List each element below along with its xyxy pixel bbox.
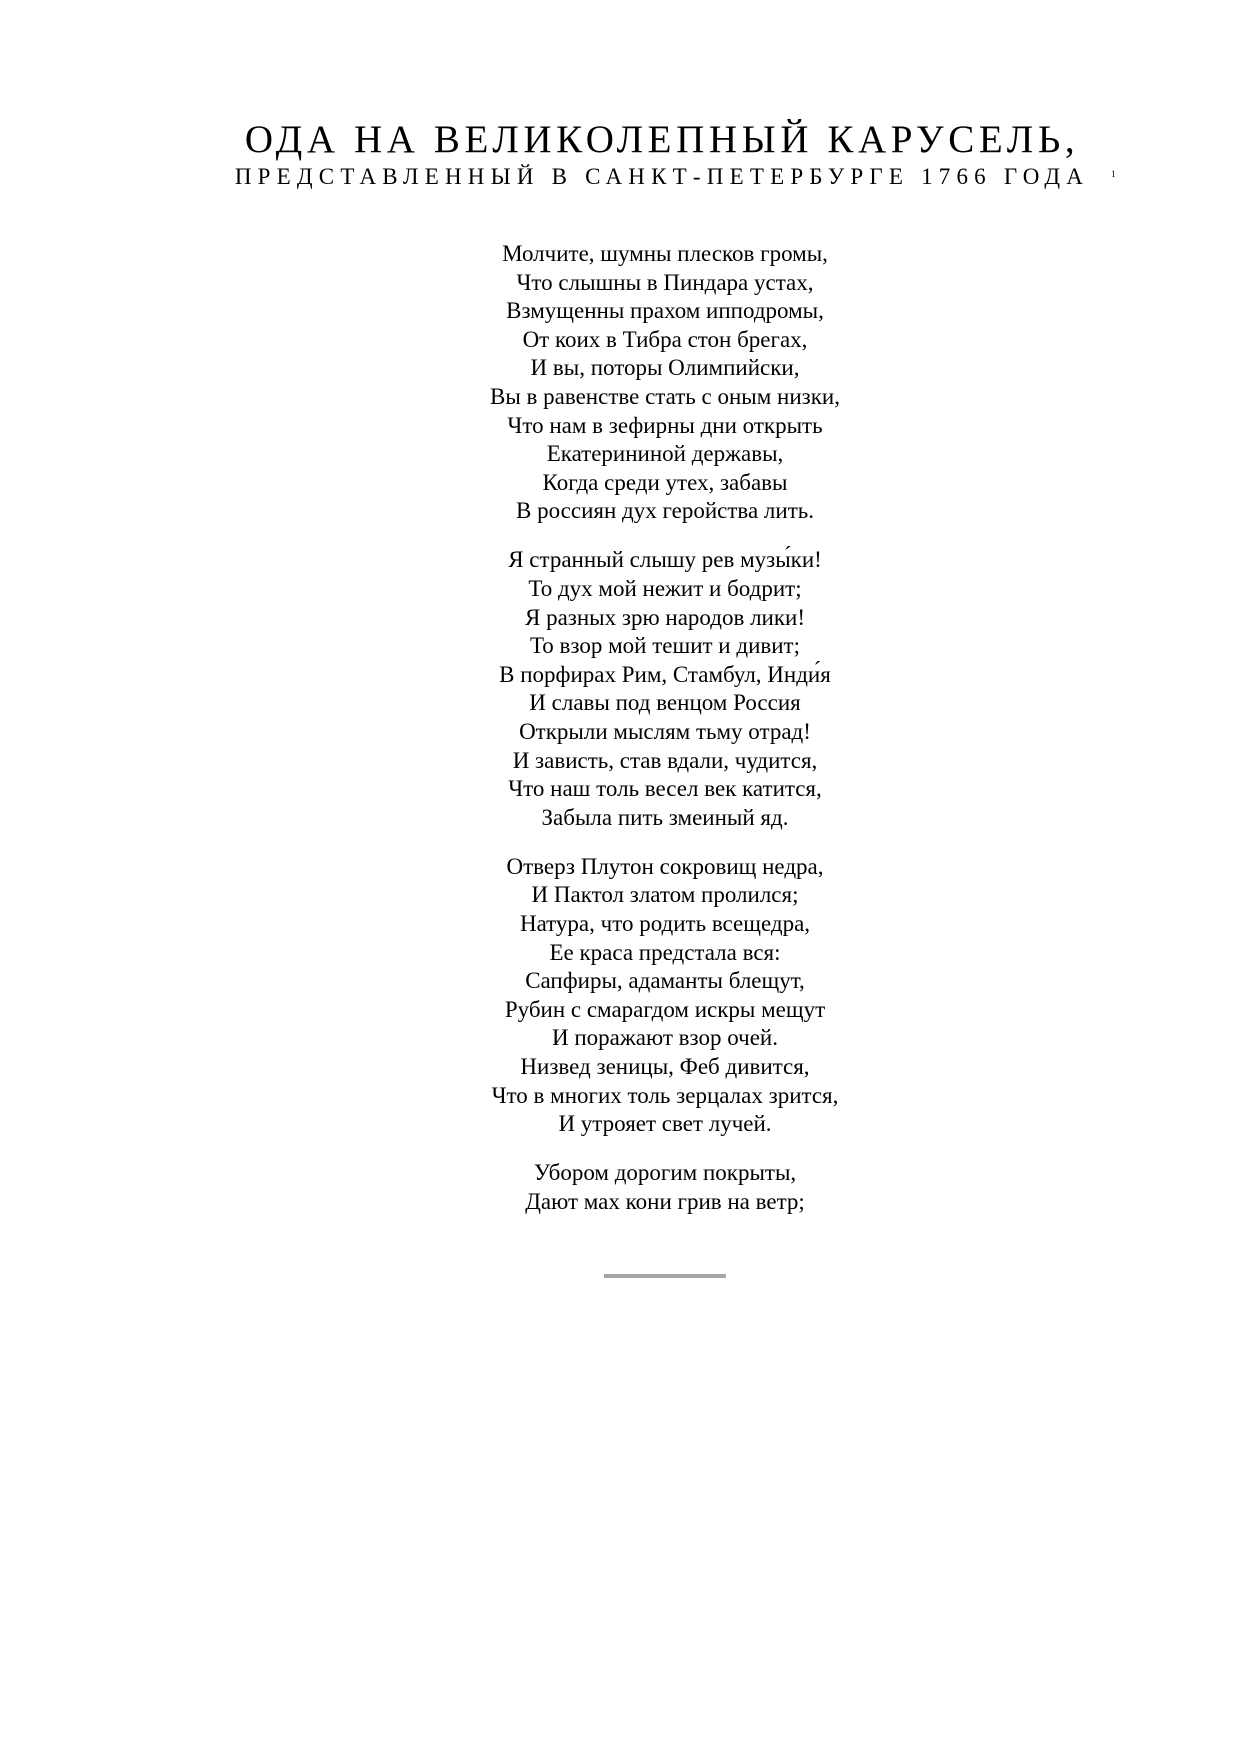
verse-line: Ее краса предстала вся: — [549, 939, 781, 965]
verse-line: Дают мах кони грив на ветр; — [525, 1188, 805, 1214]
verse-line: То взор мой тешит и дивит; — [529, 633, 800, 659]
stanza — [320, 240, 1010, 526]
verse-line: Открыли мыслям тьму отрад! — [519, 719, 811, 744]
verse-line: То дух мой нежит и бодрит; — [528, 576, 802, 602]
verse-line: Когда среди утех, забавы — [542, 469, 788, 495]
section-divider — [604, 1274, 726, 1278]
verse-line: И зависть, став вдали, чудится, — [512, 747, 818, 773]
verse-line: Низвед зеницы, Феб дивится, — [520, 1054, 810, 1080]
verse-line: Я странный слышу рев музы́ки! — [508, 547, 822, 573]
verse-line: Забыла пить змеиный яд. — [541, 804, 789, 830]
verse-line: Убором дорогим покрыты, — [533, 1160, 797, 1186]
verse-line: Что наш толь весел век катится, — [508, 776, 822, 802]
footnote-marker[interactable]: 1 — [1111, 169, 1116, 179]
verse-line: В порфирах Рим, Стамбул, Инди́я — [499, 661, 831, 687]
verse-line: Молчите, шумны плесков громы, — [502, 241, 828, 266]
stanza — [320, 546, 1010, 832]
verse-line: И утрояет свет лучей. — [558, 1111, 772, 1137]
verse-line: Екатерининой державы, — [546, 441, 784, 467]
verse-line: И поражают взор очей. — [552, 1025, 778, 1051]
verse-line: Что в многих толь зерцалах зрится, — [491, 1082, 839, 1108]
stanza — [320, 1159, 1010, 1216]
verse-line: Рубин с смарагдом искры мещут — [504, 996, 826, 1022]
poem-subtitle: ПРЕДСТАВЛЕННЫЙ В САНКТ-ПЕТЕРБУРГЕ 1766 ГОДА — [234, 164, 1090, 189]
verse-line: Натура, что родить всещедра, — [519, 911, 811, 937]
verse-line: Сапфиры, адаманты блещут, — [525, 968, 805, 994]
verse-line: И славы под венцом Россия — [529, 690, 801, 716]
verse-line: Вы в равенстве стать с оным низки, — [490, 383, 840, 409]
verse-line: И Пактол златом пролился; — [531, 882, 799, 908]
verse-line: В россиян дух геройства лить. — [516, 498, 814, 524]
poem-title: ОДА НА ВЕЛИКОЛЕПНЫЙ КАРУСЕЛЬ, — [244, 118, 1080, 161]
verse-line: От коих в Тибра стон брегах, — [522, 326, 808, 352]
poem-body — [320, 240, 1010, 1237]
verse-line: Я разных зрю народов лики! — [524, 604, 805, 630]
stanza — [320, 853, 1010, 1139]
verse-line: И вы, поторы Олимпийски, — [530, 355, 800, 381]
verse-line: Что слышны в Пиндара устах, — [516, 269, 814, 295]
verse-line: Отверз Плутон сокровищ недра, — [506, 853, 824, 879]
verse-line: Взмущенны прахом ипподромы, — [506, 298, 824, 324]
verse-line: Что нам в зефирны дни открыть — [507, 412, 823, 438]
